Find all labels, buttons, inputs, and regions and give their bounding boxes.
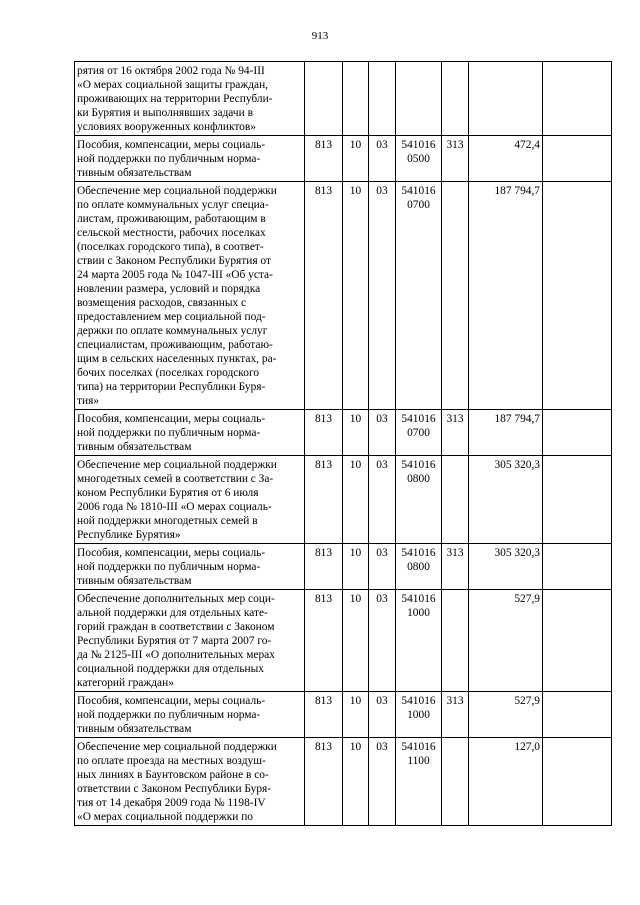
row-description: рятия от 16 октября 2002 года № 94-III «О мерах социальной защиты граждан, проживающих на территории Республи- ки Бурятия и выполнявших задачи в условиях вооруженных конфликтов» bbox=[75, 62, 305, 136]
subsection-code: 03 bbox=[369, 410, 396, 456]
table-row bbox=[75, 738, 612, 826]
subsection-code bbox=[369, 62, 396, 136]
subsection-code: 03 bbox=[369, 692, 396, 738]
extra-column bbox=[543, 692, 612, 738]
section-code: 10 bbox=[343, 182, 369, 410]
table-row bbox=[75, 590, 612, 692]
row-description: Пособия, компенсации, меры социаль- ной поддержки по публичным норма- тивным обязательствам bbox=[75, 544, 305, 590]
table-row bbox=[75, 692, 612, 738]
page-number: 913 bbox=[311, 30, 329, 42]
subsection-code: 03 bbox=[369, 544, 396, 590]
extra-column bbox=[543, 410, 612, 456]
amount-value: 187 794,7 bbox=[469, 410, 543, 456]
section-code: 10 bbox=[343, 590, 369, 692]
amount-value bbox=[469, 62, 543, 136]
expense-type-code bbox=[442, 590, 469, 692]
section-code: 10 bbox=[343, 544, 369, 590]
extra-column bbox=[543, 738, 612, 826]
section-code bbox=[343, 62, 369, 136]
target-article-code: 541016 0800 bbox=[396, 544, 442, 590]
target-article-code: 541016 1000 bbox=[396, 590, 442, 692]
target-article-code: 541016 0500 bbox=[396, 136, 442, 182]
subsection-code: 03 bbox=[369, 182, 396, 410]
ministry-code: 813 bbox=[305, 182, 343, 410]
table-row bbox=[75, 62, 612, 136]
row-description: Обеспечение мер социальной поддержки многодетных семей в соответствии с За- коном Республики Бурятия от 6 июля 2006 года № 1810-III «О мерах социаль- ной поддержки многодетных семей в Республике Бурятия» bbox=[75, 456, 305, 544]
budget-table bbox=[74, 61, 612, 826]
subsection-code: 03 bbox=[369, 136, 396, 182]
extra-column bbox=[543, 544, 612, 590]
target-article-code: 541016 0800 bbox=[396, 456, 442, 544]
row-description: Пособия, компенсации, меры социаль- ной поддержки по публичным норма- тивным обязательствам bbox=[75, 692, 305, 738]
amount-value: 187 794,7 bbox=[469, 182, 543, 410]
table-row bbox=[75, 544, 612, 590]
extra-column bbox=[543, 182, 612, 410]
amount-value: 472,4 bbox=[469, 136, 543, 182]
table-row bbox=[75, 182, 612, 410]
ministry-code: 813 bbox=[305, 544, 343, 590]
expense-type-code: 313 bbox=[442, 136, 469, 182]
amount-value: 305 320,3 bbox=[469, 456, 543, 544]
ministry-code: 813 bbox=[305, 590, 343, 692]
subsection-code: 03 bbox=[369, 590, 396, 692]
row-description: Обеспечение мер социальной поддержки по оплате коммунальных услуг специа- листам, проживающим, работающим в сельской местности, рабочих поселках (поселках городского типа), в соответ- ствии с Законом Республики Бурятия от 24 марта 2005 года № 1047-III «Об уста- новлении размера, условий и порядка возмещения расходов, связанных с предоставлением мер социальной под- держки по оплате коммунальных услуг специалистам, проживающим, работаю- щим в сельских населенных пунктах, ра- бочих поселках (поселках городского типа) на территории Республики Буря- тия» bbox=[75, 182, 305, 410]
ministry-code bbox=[305, 62, 343, 136]
expense-type-code bbox=[442, 182, 469, 410]
extra-column bbox=[543, 456, 612, 544]
expense-type-code: 313 bbox=[442, 410, 469, 456]
section-code: 10 bbox=[343, 456, 369, 544]
amount-value: 527,9 bbox=[469, 590, 543, 692]
extra-column bbox=[543, 62, 612, 136]
expense-type-code bbox=[442, 456, 469, 544]
table-row bbox=[75, 136, 612, 182]
section-code: 10 bbox=[343, 738, 369, 826]
ministry-code: 813 bbox=[305, 456, 343, 544]
expense-type-code bbox=[442, 62, 469, 136]
extra-column bbox=[543, 590, 612, 692]
target-article-code: 541016 0700 bbox=[396, 410, 442, 456]
expense-type-code: 313 bbox=[442, 544, 469, 590]
row-description: Обеспечение мер социальной поддержки по оплате проезда на местных воздуш- ных линиях в Баунтовском районе в со- ответствии с Законом Республики Буря- тия от 14 декабря 2009 года № 1198-IV «О мерах социальной поддержки по bbox=[75, 738, 305, 826]
subsection-code: 03 bbox=[369, 738, 396, 826]
ministry-code: 813 bbox=[305, 410, 343, 456]
amount-value: 305 320,3 bbox=[469, 544, 543, 590]
expense-type-code: 313 bbox=[442, 692, 469, 738]
ministry-code: 813 bbox=[305, 136, 343, 182]
target-article-code: 541016 1100 bbox=[396, 738, 442, 826]
section-code: 10 bbox=[343, 410, 369, 456]
table-row bbox=[75, 410, 612, 456]
amount-value: 127,0 bbox=[469, 738, 543, 826]
target-article-code: 541016 0700 bbox=[396, 182, 442, 410]
table-row bbox=[75, 456, 612, 544]
target-article-code: 541016 1000 bbox=[396, 692, 442, 738]
subsection-code: 03 bbox=[369, 456, 396, 544]
ministry-code: 813 bbox=[305, 738, 343, 826]
expense-type-code bbox=[442, 738, 469, 826]
section-code: 10 bbox=[343, 692, 369, 738]
row-description: Обеспечение дополнительных мер соци- альной поддержки для отдельных кате- горий граждан в соответствии с Законом Республики Бурятия от 7 марта 2007 го- да № 2125-III «О дополнительных мерах социальной поддержки для отдельных категорий граждан» bbox=[75, 590, 305, 692]
amount-value: 527,9 bbox=[469, 692, 543, 738]
row-description: Пособия, компенсации, меры социаль- ной поддержки по публичным норма- тивным обязательствам bbox=[75, 410, 305, 456]
row-description: Пособия, компенсации, меры социаль- ной поддержки по публичным норма- тивным обязательствам bbox=[75, 136, 305, 182]
target-article-code bbox=[396, 62, 442, 136]
extra-column bbox=[543, 136, 612, 182]
ministry-code: 813 bbox=[305, 692, 343, 738]
section-code: 10 bbox=[343, 136, 369, 182]
